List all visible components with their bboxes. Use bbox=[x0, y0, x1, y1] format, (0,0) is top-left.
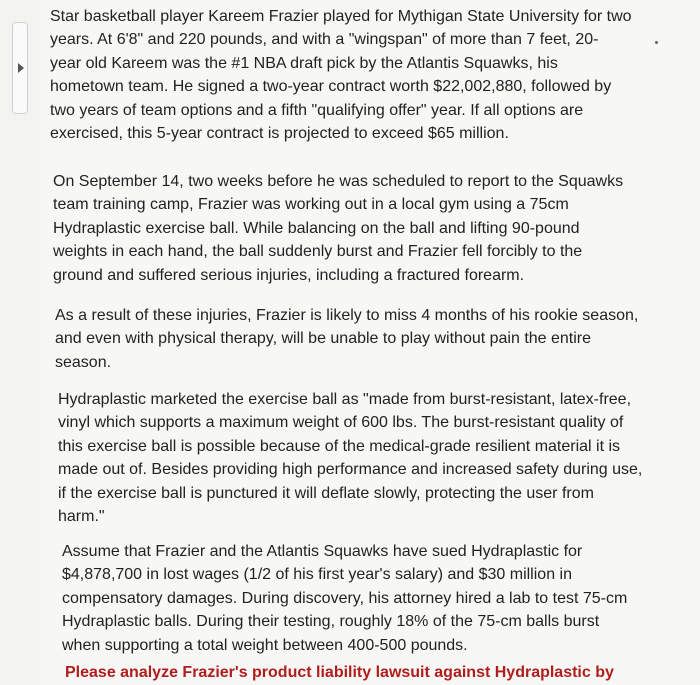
text-line: Star basketball player Kareem Frazier played for Mythigan State University for two bbox=[50, 8, 632, 25]
text-line: year old Kareem was the #1 NBA draft pick by the Atlantis Squawks, his bbox=[50, 54, 558, 72]
paragraph-injury bbox=[53, 170, 623, 287]
text-line: and even with physical therapy, will be unable to play without pain the entire bbox=[55, 330, 592, 348]
paragraph-consequences bbox=[55, 304, 638, 374]
caret-right-icon[interactable] bbox=[18, 63, 24, 73]
text-line: On September 14, two weeks before he was scheduled to report to the Squawks bbox=[53, 173, 624, 190]
text-line: hometown team. He signed a two-year contract worth $22,002,880, followed by bbox=[50, 78, 612, 96]
text-line: two years of team options and a fifth "qualifying offer" year. If all options are bbox=[50, 101, 584, 119]
text-line: $4,878,700 in lost wages (1/2 of his first year's salary) and $30 million in bbox=[62, 566, 572, 584]
text-line: exercised, this 5-year contract is projected to exceed $65 million. bbox=[50, 125, 509, 143]
text-line: ground and suffered serious injuries, including a fractured forearm. bbox=[53, 266, 525, 284]
text-line: Assume that Frazier and the Atlantis Squawks have sued Hydraplastic for bbox=[62, 543, 583, 560]
text-line: compensatory damages. During discovery, his attorney hired a lab to test 75-cm bbox=[62, 589, 628, 607]
text-line: As a result of these injuries, Frazier is likely to miss 4 months of his rookie season, bbox=[55, 307, 639, 324]
text-line: vinyl which supports a maximum weight of 600 lbs. The burst-resistant quality of bbox=[58, 414, 624, 432]
left-gutter bbox=[0, 0, 40, 685]
paragraph-marketing-claim bbox=[58, 388, 642, 528]
text-line: weights in each hand, the ball suddenly burst and Frazier fell forcibly to the bbox=[53, 243, 583, 261]
text-line: made out of. Besides providing high performance and increased safety during use, bbox=[58, 461, 643, 479]
text-line: this exercise ball is possible because of the medical-grade resilient material it is bbox=[58, 437, 621, 455]
text-line: Hydraplastic exercise ball. While balancing on the ball and lifting 90-pound bbox=[53, 219, 580, 237]
text-line: Hydraplastic marketed the exercise ball as "made from burst-resistant, latex-free, bbox=[58, 391, 632, 408]
text-line: years. At 6'8" and 220 pounds, and with a "wingspan" of more than 7 feet, 20- bbox=[50, 31, 599, 49]
text-line: Hydraplastic balls. During their testing, roughly 18% of the 75-cm balls burst bbox=[62, 613, 600, 631]
call-to-action: Please analyze Frazier's product liability lawsuit against Hydraplastic by bbox=[65, 664, 614, 681]
text-line: if the exercise ball is punctured it will deflate slowly, protecting the user from bbox=[58, 484, 594, 502]
text-line: season. bbox=[55, 353, 112, 371]
text-line: harm." bbox=[58, 508, 105, 526]
stray-dot bbox=[655, 41, 658, 44]
text-line: team training camp, Frazier was working out in a local gym using a 75cm bbox=[53, 196, 569, 214]
paragraph-intro bbox=[50, 5, 632, 145]
paragraph-lawsuit bbox=[62, 540, 627, 657]
text-line: when supporting a total weight between 400-500 pounds. bbox=[62, 636, 468, 654]
